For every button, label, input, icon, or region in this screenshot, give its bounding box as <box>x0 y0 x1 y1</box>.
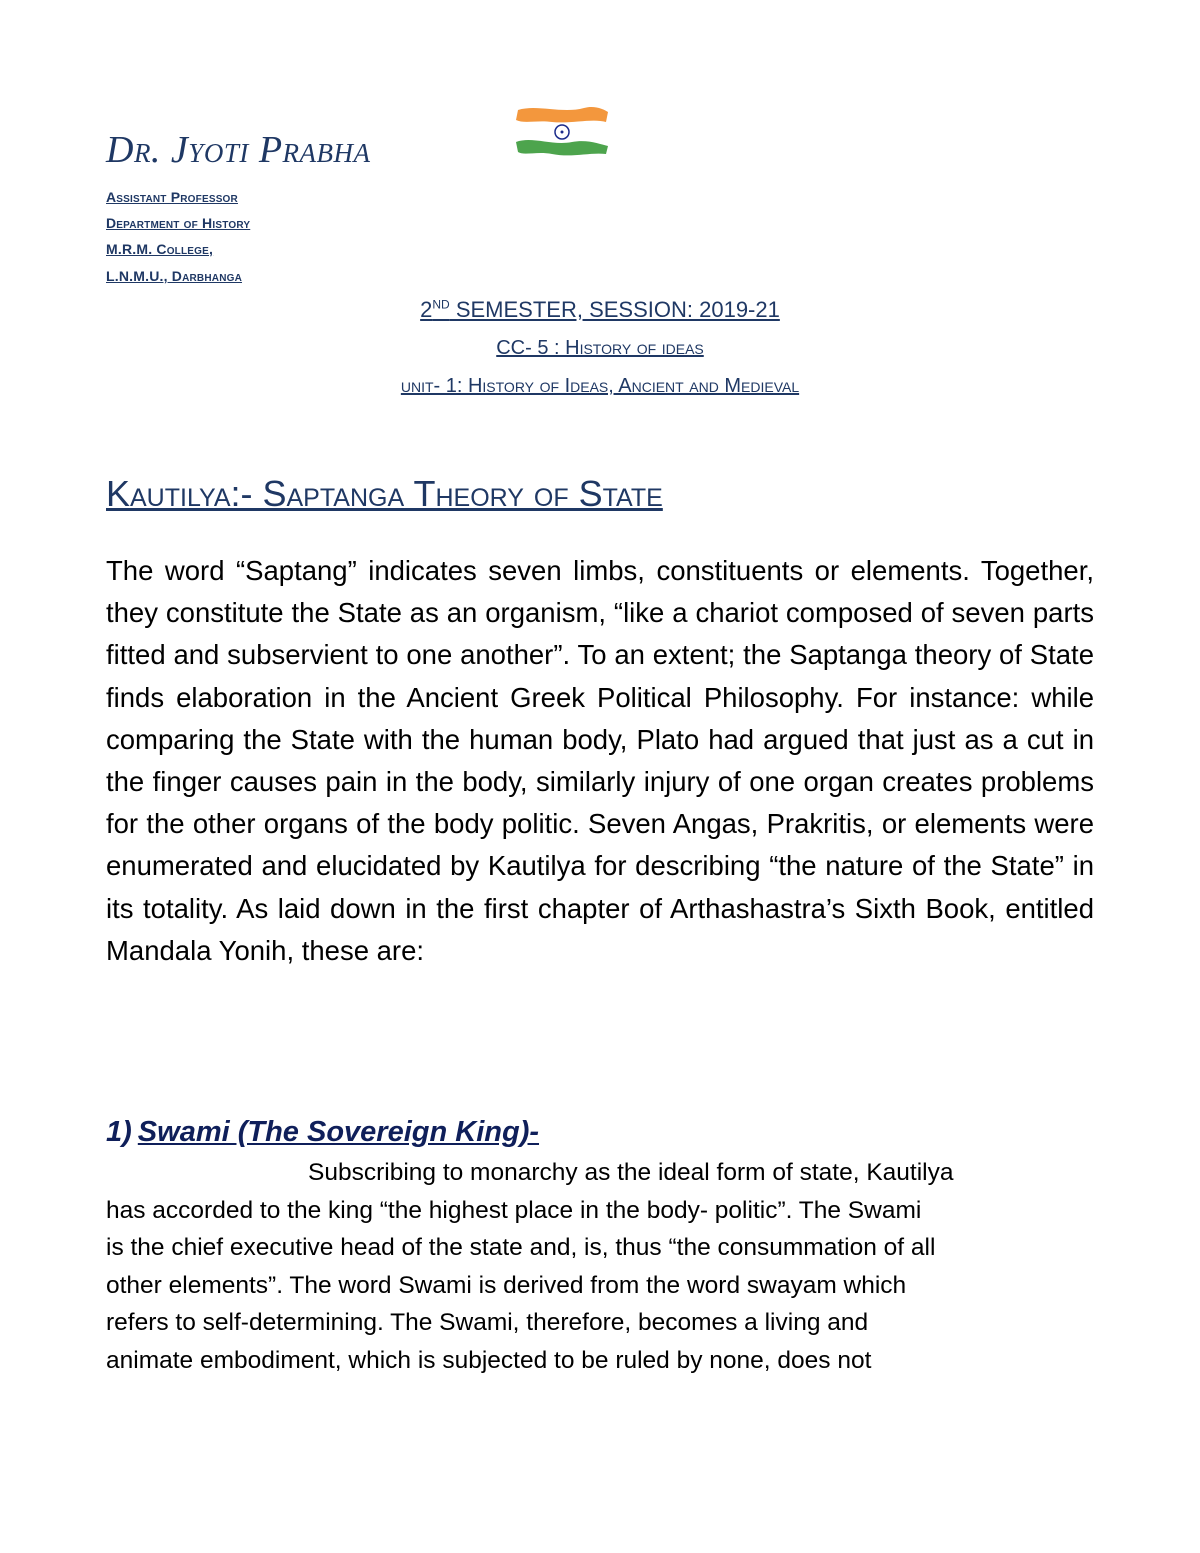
indian-flag-icon <box>512 100 612 164</box>
author-name: Dr. Jyoti Prabha <box>106 129 371 171</box>
section-number: 1) <box>106 1116 132 1148</box>
section-line: other elements”. The word Swami is derived from the word swayam which <box>106 1271 907 1299</box>
semester-number: 2 <box>420 297 433 322</box>
semester-session: SEMESTER, SESSION: 2019-21 <box>449 297 780 322</box>
unit-line: unit- 1: History of Ideas, Ancient and Medieval <box>400 375 800 397</box>
intro-paragraph: The word “Saptang” indicates seven limbs, constituents or elements. Together, they constitute the State as an organism, “like a chariot composed of seven parts fitted and subservient to one another”. To an extent; the Saptanga theory of State finds elaboration in the Ancient Greek Political Philosophy. For instance: while comparing the State with the human body, Plato had argued that just as a cut in the finger causes pain in the body, similarly injury of one organ creates problems for the other organs of the body politic. Seven Angas, Prakritis, or elements were enumerated and elucidated by Kautilya for describing “the nature of the State” in its totality. As laid down in the first chapter of Arthashastra’s Sixth Book, entitled Mandala Yonih, these are: <box>106 555 1094 966</box>
page-title: Kautilya:- Saptanga Theory of State <box>106 473 663 514</box>
affiliation-position: Assistant Professor <box>106 189 238 205</box>
section-line: animate embodiment, which is subjected to be ruled by none, does not <box>106 1346 872 1374</box>
section-line: has accorded to the king “the highest place in the body- politic”. The Swami <box>106 1196 922 1224</box>
semester-superscript: ND <box>432 297 450 312</box>
semester-line <box>0 297 1200 323</box>
section-paragraph <box>106 1154 1096 1379</box>
section-heading <box>106 1116 539 1149</box>
affiliation-department: Department of History <box>106 215 251 231</box>
section-title: Swami (The Sovereign King)- <box>137 1116 540 1148</box>
affiliation-university: L.N.M.U., Darbhanga <box>106 268 243 284</box>
section-line: Subscribing to monarchy as the ideal form of state, Kautilya <box>308 1159 954 1186</box>
section-line: is the chief executive head of the state and, is, thus “the consummation of all <box>106 1234 936 1261</box>
course-line: CC- 5 : History of ideas <box>496 337 704 359</box>
section-line: refers to self-determining. The Swami, therefore, becomes a living and <box>106 1309 869 1336</box>
affiliation-college: M.R.M. College, <box>106 241 214 257</box>
